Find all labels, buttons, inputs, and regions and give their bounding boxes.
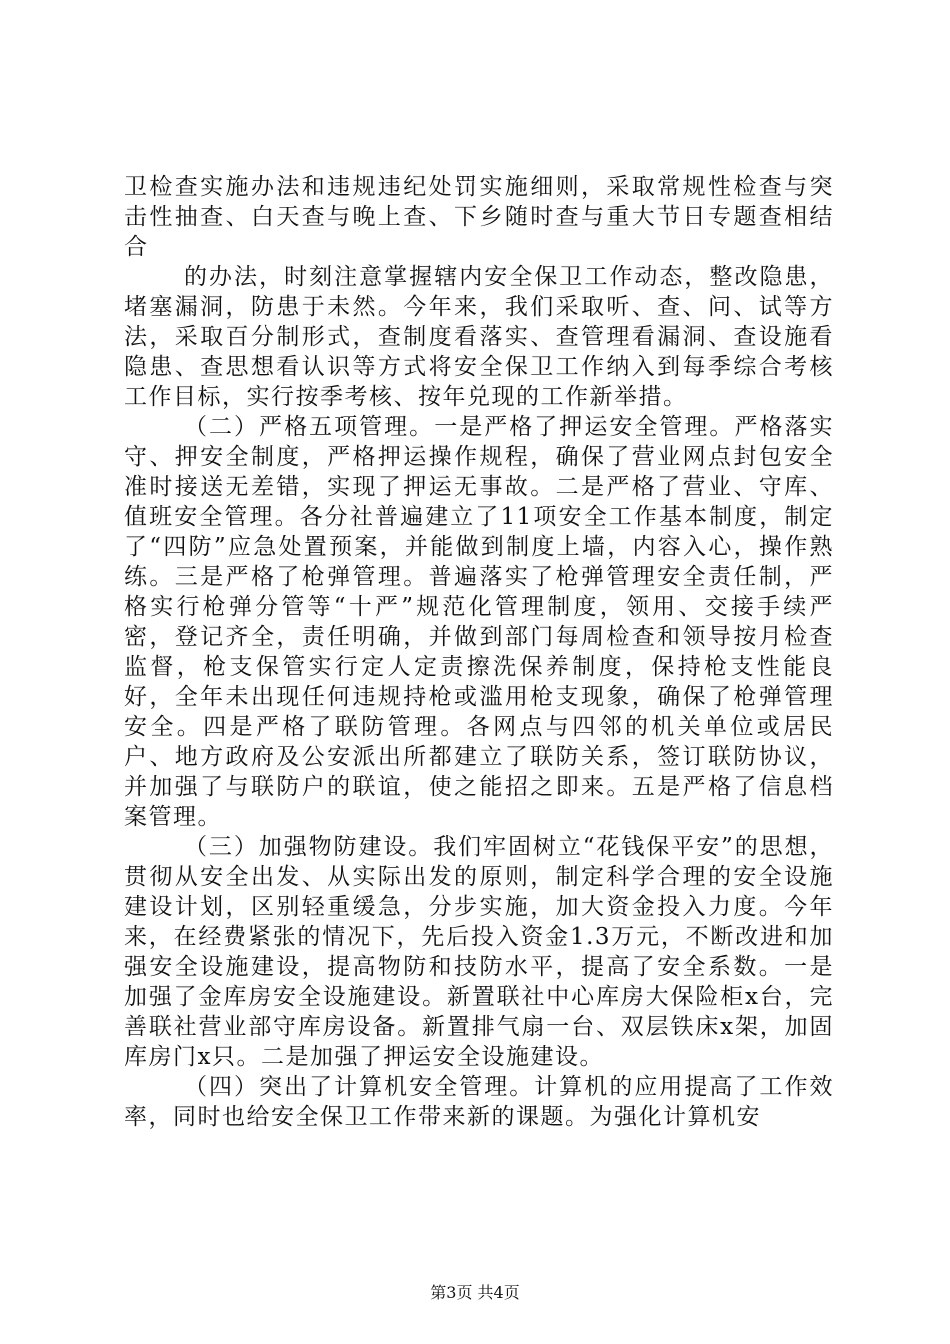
paragraph-inspection-method: 的办法，时刻注意掌握辖内安全保卫工作动态，整改隐患，堵塞漏洞，防患于未然。今年来，我们采取听、查、问、试等方法，采取百分制形式，查制度看落实、查管理看漏洞、查设施看隐患、查思想看认识等方式将安全保卫工作纳入到每季综合考核工作目标，实行按季考核、按年兑现的工作新举措。 [124,264,834,410]
paragraph-continuation: 卫检查实施办法和违规违纪处罚实施细则，采取常规性检查与突击性抽查、白天查与晚上查、下乡随时查与重大节日专题查相结合 [124,174,834,260]
document-body [124,172,834,1132]
paragraph-physical-defense: （三）加强物防建设。我们牢固树立“花钱保平安”的思想，贯彻从安全出发、从实际出发的原则，制定科学合理的安全设施建设计划，区别轻重缓急，分步实施，加大资金投入力度。今年来，在经费紧张的情况下，先后投入资金1.3万元，不断改进和加强安全设施建设，提高物防和技防水平，提高了安全系数。一是加强了金库房安全设施建设。新置联社中心库房大保险柜x台，完善联社营业部守库房设备。新置排气扇一台、双层铁床x架，加固库房门x只。二是加强了押运安全设施建设。 [124,834,834,1070]
paragraph-five-management: （二）严格五项管理。一是严格了押运安全管理。严格落实守、押安全制度，严格押运操作规程，确保了营业网点封包安全准时接送无差错，实现了押运无事故。二是严格了营业、守库、值班安全管理。各分社普遍建立了11项安全工作基本制度，制定了“四防”应急处置预案，并能做到制度上墙，内容入心，操作熟练。三是严格了枪弹管理。普遍落实了枪弹管理安全责任制，严格实行枪弹分管等“十严”规范化管理制度，领用、交接手续严密，登记齐全，责任明确，并做到部门每周检查和领导按月检查监督，枪支保管实行定人定责擦洗保养制度，保持枪支性能良好，全年未出现任何违规持枪或滥用枪支现象，确保了枪弹管理安全。四是严格了联防管理。各网点与四邻的机关单位或居民户、地方政府及公安派出所都建立了联防关系，签订联防协议，并加强了与联防户的联谊，使之能招之即来。五是严格了信息档案管理。 [124,414,834,830]
page-footer: 第3页 共4页 [430,1283,520,1302]
paragraph-computer-security: （四）突出了计算机安全管理。计算机的应用提高了工作效率，同时也给安全保卫工作带来新的课题。为强化计算机安 [124,1074,834,1130]
